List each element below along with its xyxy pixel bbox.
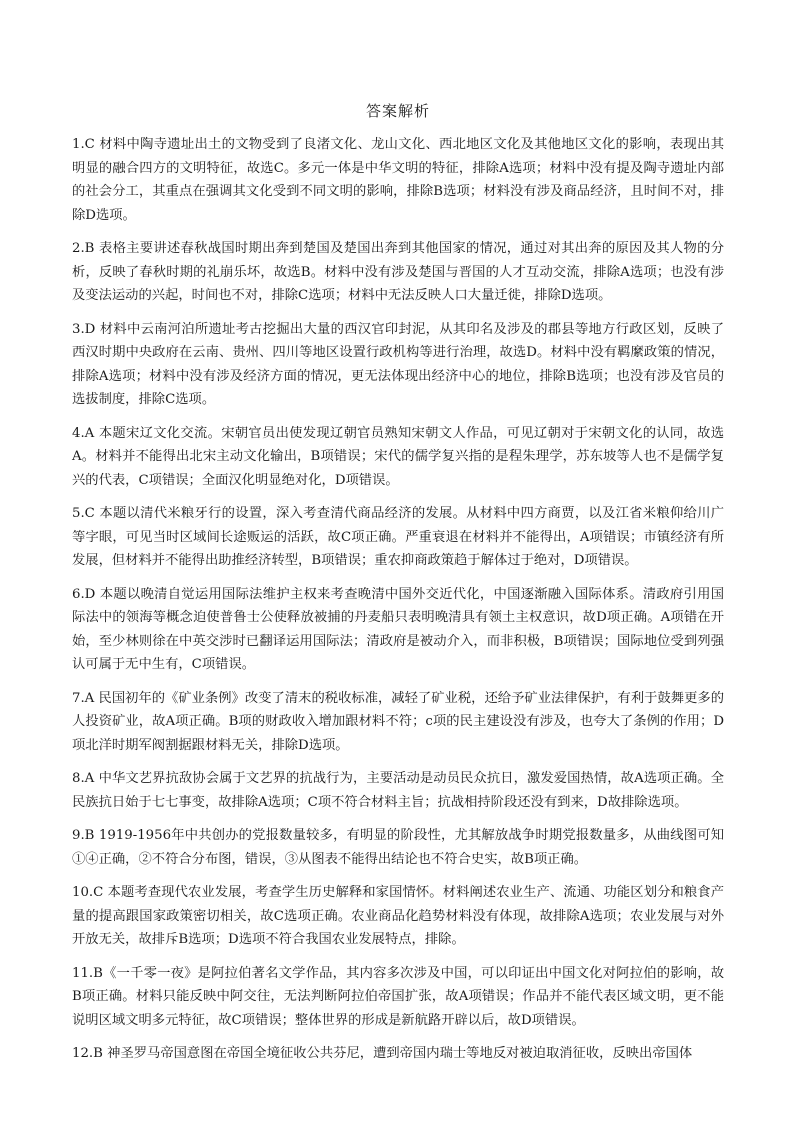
answer-11: 11.B《一千零一夜》是阿拉伯著名文学作品，其内容多次涉及中国，可以印证出中国文化对阿拉伯的影响，故B项正确。材料只能反映中阿交往，无法判断阿拉伯帝国扩张，故A项错误；作品并不能代表区域文明，更不能说明区域文明多元特征，故C项错误；整体世界的形成是新航路开辟以后，故D项错误。 [72, 965, 724, 1028]
answer-10: 10.C 本题考查现代农业发展，考查学生历史解释和家国情怀。材料阐述农业生产、流通、功能区划分和粮食产量的提高跟国家政策密切相关，故C选项正确。农业商品化趋势材料没有体现，故排除A选项；农业发展与对外开放无关，故排斥B选项；D选项不符合我国农业发展特点，排除。 [72, 885, 724, 947]
answer-7: 7.A 民国初年的《矿业条例》改变了清末的税收标准，减轻了矿业税，还给予矿业法律保护，有利于鼓舞更多的人投资矿业，故A项正确。B项的财政收入增加跟材料不符；c项的民主建设没有涉及，也夸大了条例的作用；D项北洋时期军阀割据跟材料无关，排除D选项。 [72, 690, 724, 753]
answer-6: 6.D 本题以晚清自觉运用国际法维护主权来考查晚清中国外交近代化，中国逐渐融入国际体系。清政府引用国际法中的领海等概念迫使普鲁士公使释放被捕的丹麦船只表明晚清具有领土主权意识，故D项正确。A项错在开始，至少林则徐在中英交涉时已翻译运用国际法；清政府是被动介入，而非积极，B项错误；国际地位受到列强认可属于无中生有，C项错误。 [72, 586, 724, 672]
answer-sheet [72, 100, 724, 1076]
answer-1: 1.C 材料中陶寺遗址出土的文物受到了良渚文化、龙山文化、西北地区文化及其他地区文化的影响，表现出其明显的融合四方的文明特征，故选C。多元一体是中华文明的特征，排除A选项；材料中没有提及陶寺遗址内部的社会分工，其重点在强调其文化受到不同文明的影响，排除B选项；材料没有涉及商品经济，且时间不对，排除D选项。 [72, 137, 724, 223]
page-title: 答案解析 [365, 102, 430, 120]
answer-9: 9.B 1919-1956年中共创办的党报数量较多，有明显的阶段性，尤其解放战争时期党报数量多，从曲线图可知①④正确，②不符合分布图，错误，③从图表不能得出结论也不符合史实，故B项正确。 [72, 828, 724, 867]
answer-8: 8.A 中华文艺界抗敌协会属于文艺界的抗战行为，主要活动是动员民众抗日，激发爱国热情，故A选项正确。全民族抗日始于七七事变，故排除A选项；C项不符合材料主旨；抗战相持阶段还没有到来，D故排除选项。 [72, 771, 724, 810]
answer-5: 5.C 本题以清代米粮牙行的设置，深入考查清代商品经济的发展。从材料中四方商贾，以及江省米粮仰给川广等字眼，可见当时区域间长途贩运的活跃，故C项正确。严重衰退在材料并不能得出，A项错误；市镇经济有所发展，但材料并不能得出助推经济转型，B项错误；重农抑商政策趋于解体过于绝对，D项错误。 [72, 506, 724, 568]
answer-2: 2.B 表格主要讲述春秋战国时期出奔到楚国及楚国出奔到其他国家的情况，通过对其出奔的原因及其人物的分析，反映了春秋时期的礼崩乐坏，故选B。材料中没有涉及楚国与晋国的人才互动交流，排除A选项；也没有涉及变法运动的兴起，时间也不对，排除C选项；材料中无法反映人口大量迁徙，排除D选项。 [72, 241, 724, 303]
answer-12: 12.B 神圣罗马帝国意图在帝国全境征收公共芬尼，遭到帝国内瑞士等地反对被迫取消征收，反映出帝国体 [72, 1046, 693, 1061]
answer-3: 3.D 材料中云南河泊所遗址考古挖掘出大量的西汉官印封泥，从其印名及涉及的郡县等地方行政区划，反映了西汉时期中央政府在云南、贵州、四川等地区设置行政机构等进行治理，故选D。材料中没有羁縻政策的情况，排除A选项；材料中没有涉及经济方面的情况，更无法体现出经济中心的地位，排除B选项；也没有涉及官员的选拔制度，排除C选项。 [72, 321, 724, 407]
answer-4: 4.A 本题宋辽文化交流。宋朝官员出使发现辽朝官员熟知宋朝文人作品，可见辽朝对于宋朝文化的认同，故选A。材料并不能得出北宋主动文化输出，B项错误；宋代的儒学复兴指的是程朱理学，苏东坡等人也不是儒学复兴的代表，C项错误；全面汉化明显绝对化，D项错误。 [72, 425, 724, 488]
